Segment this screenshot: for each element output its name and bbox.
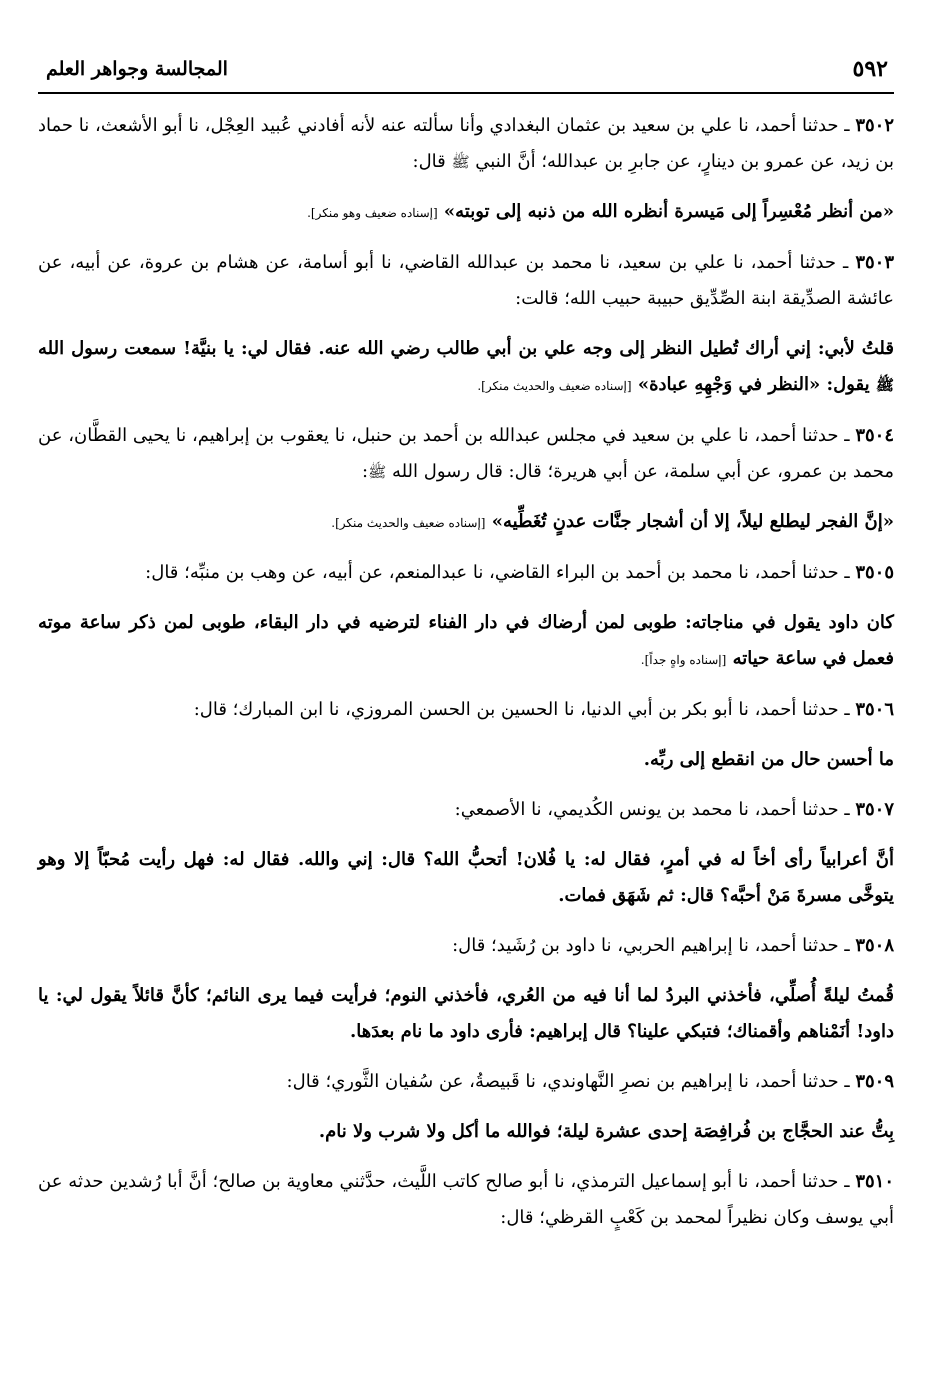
grading-note: [إسناده ضعيف وهو منكر]. [307,206,438,220]
isnad-text: ـ حدثنا أحمد، نا أبو بكر بن أبي الدنيا، نا الحسين بن الحسن المروزي، نا ابن المبارك؛ قال: [193,699,856,720]
isnad-text: ـ حدثنا أحمد، نا إبراهيم الحربي، نا داود بن رُشَيد؛ قال: [452,935,856,956]
book-title: المجالسة وجواهر العلم [46,58,228,80]
matn-text-continued: يقول: «النظر في وَجْهِهِ عبادة» [631,374,876,395]
narration-3508 [38,928,894,964]
matn-text: بِتُّ عند الحجَّاج بن فُرافِصَة إحدى عشرة ليلة؛ فوالله ما أكل ولا شرب ولا نام. [318,1121,894,1142]
matn-3504 [38,504,894,541]
matn-3503 [38,331,894,404]
narration-number: ٣٥٠٥ [855,562,894,583]
narration-3507 [38,792,894,828]
matn-text: قُمتُ ليلةً أُصلِّي، فأخذني البردُ لما أنا فيه من العُري، فأخذني النوم؛ فرأيت فيما يرى النائم؛ كأنَّ قائلاً يقول لي: يا داود! أنَمْناهم وأقمناك؛ فتبكي علينا؟ قال إبراهيم: فأرى داود ما نام بعدَها. [38,985,894,1042]
isnad-tail: قال: [412,151,452,172]
salawat-glyph: ﷺ [368,463,387,481]
salawat-glyph: ﷺ [875,376,894,394]
matn-3502 [38,194,894,231]
narration-3509 [38,1064,894,1100]
matn-text: أنَّ أعرابياً رأى أخاً له في أمرٍ، فقال له: يا فُلان! أتحبُّ الله؟ قال: إني والله. فقال له: فهل رأيت مُحبّاً إلا وهو يتوخَّى مسرةَ مَنْ أحبَّه؟ قال: ثم شَهَق فمات. [38,849,895,906]
isnad-text: ـ حدثنا أحمد، نا إبراهيم بن نصرِ النَّهاوندي، نا قَبيصةُ، عن سُفيان الثَّوري؛ قال: [286,1071,856,1092]
isnad-tail: : [362,461,369,482]
isnad-text: ـ حدثنا أحمد، نا محمد بن أحمد بن البراء القاضي، نا عبدالمنعم، عن أبيه، عن وهب بن منبِّه؛ قال: [145,562,856,583]
narration-3503 [38,245,894,317]
narration-number: ٣٥٠٢ [855,115,894,136]
isnad-text: ـ حدثنا أحمد، نا محمد بن يونس الكُديمي، نا الأصمعي: [454,799,856,820]
narration-3505 [38,555,894,591]
grading-note: [إسناده ضعيف والحديث منكر]. [477,379,632,393]
isnad-text: ـ حدثنا أحمد، نا علي بن سعيد، نا محمد بن عبدالله القاضي، نا أبو أسامة، عن هشام بن عروة، عن أبيه، عن عائشة الصدِّيقة ابنة الصِّدِّيق حبيبة حبيب الله؛ قالت: [38,252,894,309]
matn-text: كان داود يقول في مناجاته: طوبى لمن أرضاك في دار الفناء لترضيه في دار البقاء، طوبى لمن ذكر ساعة موته فعمل في ساعة حياته [38,612,894,669]
narration-number: ٣٥٠٩ [855,1071,894,1092]
isnad-text: ـ حدثنا أحمد، نا علي بن سعيد بن عثمان البغدادي وأنا سألته عنه لأنه أفادني عُبيد العِجْل، نا أبو الأشعث، نا حماد بن زيد، عن عمرو بن دينارٍ، عن جابرِ بن عبدالله؛ أنَّ النبي [38,115,894,172]
matn-text: قلتُ لأبي: إني أراك تُطيل النظر إلى وجه علي بن أبي طالب رضي الله عنه. فقال لي: يا بنيَّة! سمعت رسول الله [38,338,894,359]
narration-number: ٣٥٠٧ [855,799,894,820]
matn-3509 [38,1114,894,1150]
page-number: ٥٩٢ [852,56,888,82]
page-header [38,52,894,94]
isnad-text: ـ حدثنا أحمد، نا أبو إسماعيل الترمذي، نا أبو صالح كاتب اللَّيث، حدَّثني معاوية بن صالح؛ أنَّ أبا رُشدين حدثه عن أبي يوسف وكان نظيراً لمحمد بن كَعْبٍ القرظي؛ قال: [38,1171,894,1228]
narration-3510 [38,1164,894,1236]
matn-3507 [38,842,894,914]
narration-number: ٣٥٠٣ [855,252,894,273]
matn-3508 [38,978,894,1050]
narration-number: ٣٥١٠ [855,1171,894,1192]
matn-text: «من أنظر مُعْسِراً إلى مَيسرة أنظره الله من ذنبه إلى توبته» [437,201,894,222]
matn-text: ما أحسن حال من انقطع إلى ربِّه. [643,749,894,770]
page-body [38,108,894,1250]
matn-3505 [38,605,894,678]
matn-text: «إنَّ الفجر ليطلع ليلاً، إلا أن أشجار جنَّات عدنٍ تُغَطِّيه» [485,511,894,532]
narration-number: ٣٥٠٤ [855,425,894,446]
salawat-glyph: ﷺ [451,153,470,171]
grading-note: [إسناده واهٍ جداً]. [640,653,727,667]
narration-3502 [38,108,894,180]
narration-3506 [38,692,894,728]
narration-number: ٣٥٠٦ [855,699,894,720]
narration-number: ٣٥٠٨ [855,935,894,956]
grading-note: [إسناده ضعيف والحديث منكر]. [331,516,486,530]
narration-3504 [38,418,894,490]
isnad-text: ـ حدثنا أحمد، نا علي بن سعيد في مجلس عبدالله بن أحمد بن حنبل، نا يعقوب بن إبراهيم، نا يحيى القطَّان، عن محمد بن عمرو، عن أبي سلمة، عن أبي هريرة؛ قال: قال رسول الله [38,425,894,482]
matn-3506 [38,742,894,778]
